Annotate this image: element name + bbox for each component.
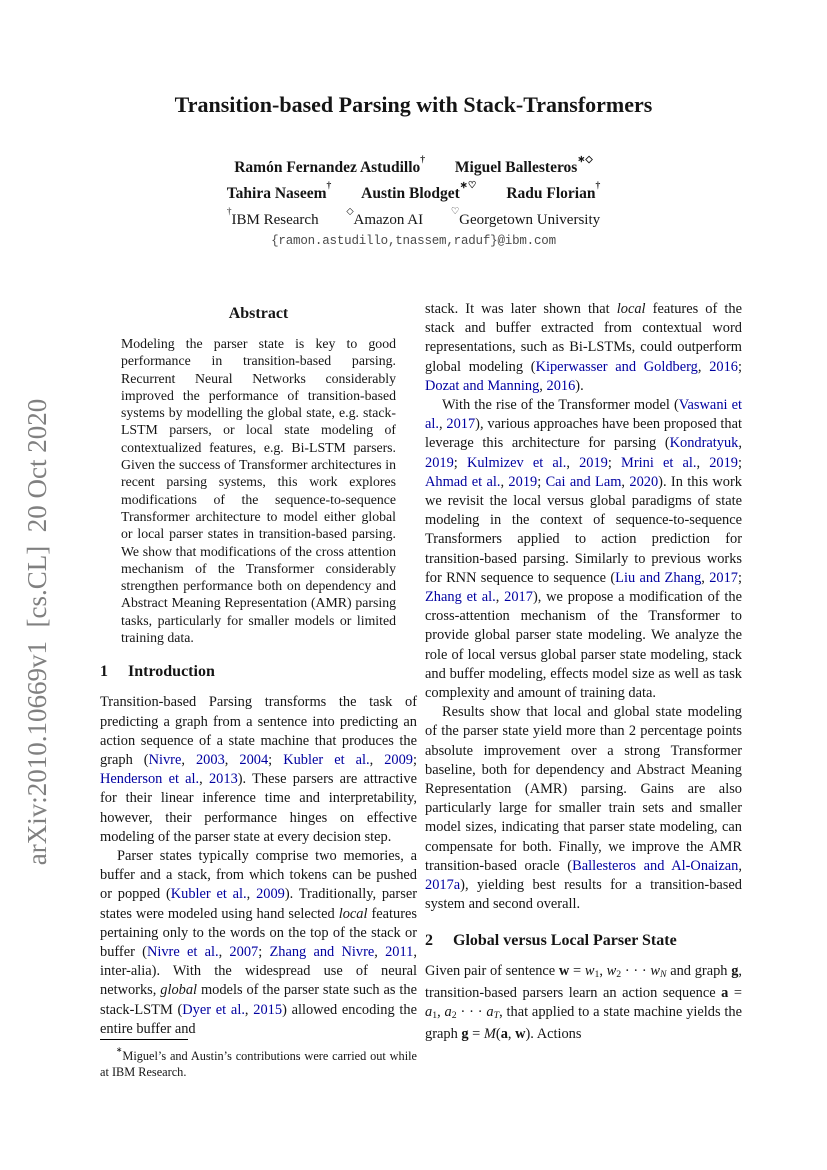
citation-link[interactable]: 2016 — [546, 377, 576, 394]
citation-link[interactable]: 2017 — [709, 569, 738, 586]
text-segment: models of the parser state such as the stack-LSTM ( — [100, 982, 417, 1018]
paragraph — [425, 703, 742, 914]
citation-link[interactable]: Kubler et al. — [170, 886, 247, 903]
text-segment: , — [738, 857, 742, 874]
text-segment: global — [160, 982, 198, 999]
text-segment: , that applied to a state machine yields the graph — [425, 1004, 742, 1043]
text-segment: 1 — [432, 1010, 438, 1022]
text-segment: , — [539, 377, 547, 394]
citation-link[interactable]: 2015 — [253, 1001, 283, 1018]
citation-link[interactable]: 2019 — [425, 454, 454, 471]
footnote-marker: ∗ — [116, 1044, 123, 1054]
text-segment: 2 — [616, 968, 622, 980]
text-segment: · · · — [621, 962, 651, 979]
citation-link[interactable]: 2017a — [425, 877, 461, 894]
text-segment: ; — [737, 358, 742, 375]
text-segment: · · · — [456, 1004, 487, 1021]
section-1-heading — [100, 663, 417, 681]
affiliation-mark: ∗♡ — [459, 179, 477, 191]
text-segment: = — [468, 1026, 484, 1043]
paragraph — [425, 300, 742, 396]
text-segment: , — [696, 454, 710, 471]
citation-link[interactable]: Kubler et al. — [283, 751, 370, 768]
citation-link[interactable]: Zhang and Nivre — [269, 943, 375, 960]
citation-link[interactable]: Cai and Lam — [545, 473, 622, 490]
text-segment: w — [558, 962, 570, 979]
text-segment: , — [697, 358, 710, 375]
text-segment: Parser states typically comprise two memories, a buffer and a stack, from which tokens can be pushed or popped ( — [100, 847, 417, 903]
text-segment: a — [444, 1004, 452, 1021]
text-segment: ; — [268, 751, 284, 768]
citation-link[interactable]: 2019 — [508, 473, 538, 490]
text-segment: , — [199, 771, 209, 788]
citation-link[interactable]: 2013 — [208, 771, 238, 788]
paragraph — [425, 396, 742, 703]
citation-link[interactable]: 2017 — [504, 589, 533, 606]
citation-link[interactable]: 2011 — [385, 943, 414, 960]
citation-link[interactable]: Vaswani et al. — [425, 397, 742, 433]
text-segment: ) allowed encoding the entire buffer and — [100, 1001, 417, 1037]
paragraph — [100, 847, 417, 1039]
text-segment: , — [500, 473, 509, 490]
text-segment: local — [338, 905, 368, 922]
text-segment: ). Traditionally, parser states were modeled using hand selected — [100, 886, 418, 922]
text-segment: , — [224, 751, 240, 768]
citation-link[interactable]: Kulmizev et al. — [466, 454, 567, 471]
abstract-heading: Abstract — [228, 305, 289, 322]
citation-link[interactable]: Dyer et al. — [182, 1001, 245, 1018]
section-title: Global versus Local Parser State — [453, 931, 677, 949]
affiliation-mark: ◇ — [346, 207, 354, 218]
text-segment: . Actions — [530, 1026, 582, 1043]
text-segment: ). In this work we revisit the local versus global paradigms of state modeling in the context of sequence-to-sequence Transformers applied to action prediction for transition-based parsing. Similarly to previous works for RNN sequence to sequence ( — [425, 473, 742, 586]
text-segment: , — [369, 751, 385, 768]
author-block — [0, 153, 827, 248]
text-segment: , — [701, 569, 710, 586]
text-segment: ; — [453, 454, 467, 471]
text-segment: , — [495, 589, 505, 606]
citation-link[interactable]: Zhang et al. — [425, 589, 496, 606]
text-segment: ). — [575, 377, 584, 394]
citation-link[interactable]: 2009 — [256, 886, 285, 903]
affiliation-mark: † — [595, 179, 601, 191]
text-segment: ), we propose a modification of the cross-attention mechanism of the Transformer to provide global parser state modeling. We analyze the role of local versus global parser state modeling, stack and buffer modeling, effects model size as well as task complexity and amount of training data. — [425, 589, 742, 702]
citation-link[interactable]: 2003 — [195, 751, 225, 768]
body-paragraphs-bottom — [425, 962, 742, 1045]
text-segment: ; — [413, 751, 417, 768]
affiliation-mark: † — [226, 207, 232, 218]
section-number: 2 — [425, 931, 433, 949]
citation-link[interactable]: Ahmad et al. — [425, 473, 501, 490]
text-segment: , — [438, 416, 447, 433]
text-segment: a — [425, 1004, 433, 1021]
text-segment: and graph — [666, 962, 732, 979]
author-name: Austin Blodget∗♡ — [361, 179, 477, 203]
text-segment: , — [621, 473, 630, 490]
footnote-text: ∗Miguel’s and Austin’s contributions were carried out while at IBM Research. — [100, 1044, 417, 1079]
text-segment: ; — [258, 943, 270, 960]
right-column — [425, 300, 742, 1045]
section-number: 1 — [100, 663, 108, 681]
text-segment: g — [461, 1026, 469, 1043]
citation-link[interactable]: Liu and Zhang — [615, 569, 702, 586]
text-segment: Transition-based Parsing transforms the task of predicting a graph from a sentence into predicting an action sequence of a state machine that produces the graph ( — [100, 694, 417, 768]
text-segment: , — [507, 1026, 516, 1043]
citation-link[interactable]: Nivre et al. — [146, 943, 219, 960]
author-name: Tahira Naseem† — [226, 179, 332, 203]
text-segment: stack. It was later shown that — [425, 301, 617, 317]
left-column — [100, 300, 418, 1079]
text-segment: , — [599, 962, 607, 979]
paper-title: Transition-based Parsing with Stack-Transformers — [174, 92, 653, 117]
abstract-body: Modeling the parser state is key to good performance in transition-based parsing. Recurrent Neural Networks considerably improved the performance of transition-based systems by modelling the global state, e.g. stack-LSTM parsers, or local state modeling of contextualized features, e.g. Bi-LSTM parsers. Given the success of Transformer architectures in recent parsing systems, this work explores modifications of the sequence-to-sequence Transformer architecture to model either global or local parser states in transition-based parsing. We show that modifications of the cross attention mechanism of the Transformer considerably strengthen performance both on dependency and Abstract Meaning Representation (AMR) parsing tasks, particularly for smaller models or limited training data. — [121, 336, 396, 646]
citation-link[interactable]: 2019 — [579, 454, 608, 471]
email-address: {ramon.astudillo,tnassem,raduf}@ibm.com — [271, 234, 556, 249]
text-segment: = — [569, 962, 585, 979]
text-segment: N — [659, 968, 667, 980]
text-segment: , — [246, 886, 257, 903]
text-segment: , transition-based parsers learn an action sequence — [425, 962, 742, 1001]
text-segment: w — [515, 1026, 526, 1043]
text-segment: g — [731, 962, 739, 979]
text-segment: a — [486, 1004, 494, 1021]
affiliation-mark: † — [420, 153, 426, 165]
text-segment: features of the stack and buffer extracted from contextual word representations, such as Bi-LSTMs, could outperform global modeling ( — [425, 301, 742, 375]
text-segment: , inter-alia). With the widespread use of neural networks, — [100, 943, 417, 999]
affiliation: †IBM Research — [226, 207, 319, 229]
text-segment: ; — [537, 473, 546, 490]
citation-link[interactable]: 2017 — [446, 416, 476, 433]
citation-link[interactable]: 2019 — [709, 454, 738, 471]
citation-link[interactable]: 2007 — [229, 943, 259, 960]
text-segment: a — [500, 1026, 508, 1043]
affiliation-line — [0, 205, 827, 231]
text-segment: ; — [737, 569, 742, 586]
text-segment: ( — [495, 1026, 501, 1043]
footnote — [100, 1039, 417, 1080]
text-segment: , — [437, 1004, 445, 1021]
footnote-rule — [100, 1039, 188, 1040]
text-segment: , — [374, 943, 386, 960]
paragraph — [100, 693, 417, 847]
citation-link[interactable]: Ballesteros and Al-Onaizan — [572, 857, 739, 874]
section-title: Introduction — [128, 663, 215, 681]
text-segment: w — [584, 962, 595, 979]
author-line-2 — [0, 179, 827, 205]
citation-link[interactable]: Dozat and Manning — [425, 377, 540, 394]
introduction-paragraphs — [100, 693, 417, 1039]
citation-link[interactable]: Nivre — [148, 751, 182, 768]
body-paragraphs-top — [425, 300, 742, 915]
citation-link[interactable]: Henderson et al. — [100, 771, 200, 788]
text-segment: , — [244, 1001, 254, 1018]
paragraph — [425, 962, 742, 1045]
text-segment: T — [493, 1010, 500, 1022]
citation-link[interactable]: 2016 — [709, 358, 738, 375]
text-segment: ) — [525, 1026, 531, 1043]
text-segment: 2 — [451, 1010, 457, 1022]
text-segment: , — [566, 454, 580, 471]
text-segment: Given pair of sentence — [425, 962, 559, 979]
text-segment: , — [218, 943, 230, 960]
text-segment: features pertaining only to the words on the top of the stack or buffer ( — [100, 905, 417, 960]
text-segment: ), various approaches have been proposed that leverage this architecture for parsing ( — [425, 416, 742, 452]
text-segment: ), yielding best results for a transition-based system and second overall. — [425, 877, 742, 913]
citation-link[interactable]: Kondratyuk — [669, 435, 739, 452]
text-segment: 1 — [594, 968, 600, 980]
text-segment: local — [616, 301, 646, 317]
text-segment: , — [181, 751, 196, 768]
citation-link[interactable]: 2004 — [239, 751, 269, 768]
author-name: Miguel Ballesteros∗◇ — [454, 153, 593, 177]
arxiv-watermark: arXiv:2010.10669v1 [cs.CL] 20 Oct 2020 — [22, 398, 52, 866]
affiliation: ♡Georgetown University — [450, 207, 601, 229]
affiliation: ◇Amazon AI — [346, 207, 424, 229]
affiliation-mark: ♡ — [450, 207, 460, 218]
affiliation-mark: ∗◇ — [577, 153, 593, 165]
text-segment: = — [728, 984, 742, 1001]
text-segment: M — [483, 1026, 496, 1043]
text-segment: With the rise of the Transformer model ( — [442, 397, 679, 414]
text-segment: w — [650, 962, 660, 979]
citation-link[interactable]: Mrini et al. — [621, 454, 697, 471]
author-name: Ramón Fernandez Astudillo† — [234, 153, 426, 177]
citation-link[interactable]: Kiperwasser and Goldberg — [535, 358, 698, 375]
citation-link[interactable]: 2009 — [384, 751, 413, 768]
citation-link[interactable]: 2020 — [629, 473, 659, 490]
author-name: Radu Florian† — [506, 179, 601, 203]
text-segment: Results show that local and global state modeling of the parser state yield more than 2 percentage points absolute improvement over a strong Transformer baseline, both for dependency and Abstract Meaning Representation (AMR) parsing. Gains are also particularly large for smaller train sets and smaller model sizes, indicating that parser state modeling, can compensate for both. Finally, we improve the AMR transition-based oracle ( — [425, 704, 742, 874]
text-segment: ; — [738, 454, 742, 471]
section-2-heading — [425, 932, 742, 950]
text-segment: , — [738, 435, 742, 452]
text-segment: ; — [607, 454, 622, 471]
text-segment: w — [606, 962, 617, 979]
author-line-1 — [0, 153, 827, 179]
affiliation-mark: † — [326, 179, 332, 191]
text-segment: a — [721, 984, 729, 1001]
text-segment: ). These parsers are attractive for their linear inference time and interpretability, however, their performance hinges on effective modeling of the parser state at every decision step. — [100, 771, 417, 845]
